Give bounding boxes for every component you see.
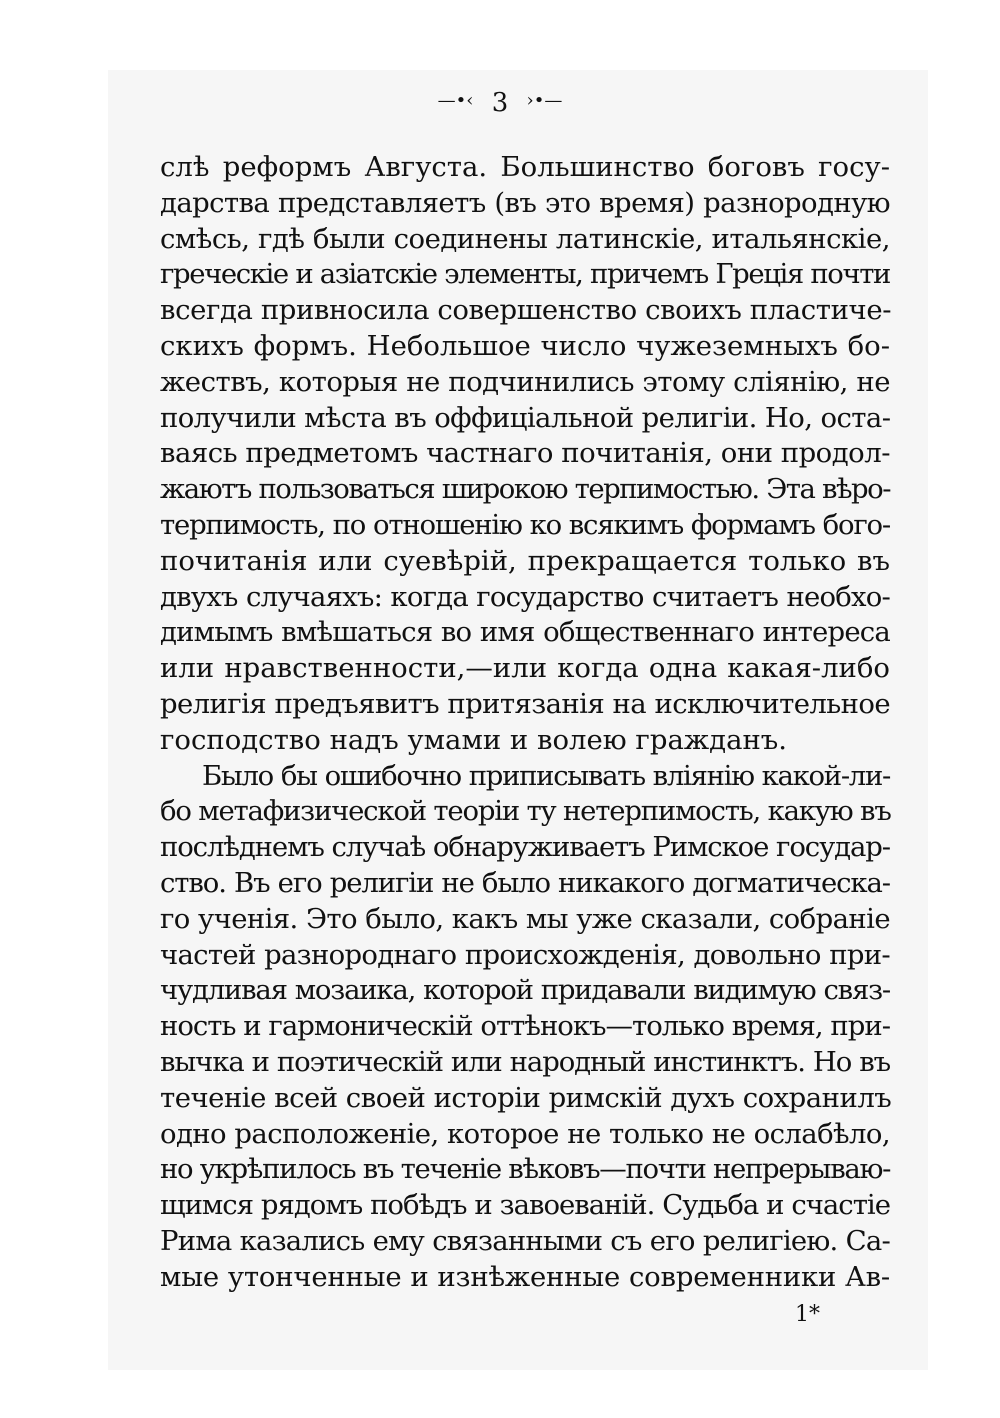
text-line: жаютъ пользоваться широкою терпимостью. Эта вѣро- (160, 473, 890, 506)
text-line: скихъ формъ. Небольшое число чужеземныхъ бо- (160, 329, 890, 362)
text-line: ство. Въ его религіи не было никакого догматическа- (160, 866, 890, 899)
text-line: смѣсь, гдѣ были соединены латинскіе, итальянскіе, (160, 222, 890, 255)
text-line: теченіе всей своей исторіи римскій духъ сохранилъ (160, 1081, 892, 1114)
paragraph-2 (160, 759, 890, 1296)
text-line: всегда привносила совершенство своихъ пластиче- (160, 294, 892, 327)
text-line: получили мѣста въ оффиціальной религіи. Но, оста- (160, 401, 891, 434)
text-line: дарства представляетъ (въ это время) разнородную (160, 186, 890, 219)
text-line: но укрѣпилось въ теченіе вѣковъ—почти непрерываю- (160, 1153, 891, 1186)
text-line: димымъ вмѣшаться во имя общественнаго интереса (160, 616, 890, 649)
text-line: послѣднемъ случаѣ обнаруживаетъ Римское государ- (160, 831, 890, 864)
text-line: одно расположеніе, которое не только не ослабѣло, (160, 1117, 890, 1150)
right-ornament: ›•— (526, 90, 563, 111)
text-line: почитанія или суевѣрій, прекращается только въ (160, 544, 890, 577)
text-line: двухъ случаяхъ: когда государство считаетъ необхо- (160, 580, 890, 613)
text-line: ваясь предметомъ частнаго почитанія, они продол- (160, 437, 890, 470)
text-line: го ученія. Это было, какъ мы уже сказали, собраніе (160, 902, 890, 935)
running-head (0, 88, 1000, 118)
text-line: религія предъявитъ притязанія на исключительное (160, 687, 890, 720)
body-text (160, 150, 890, 1296)
text-line: Рима казались ему связанными съ его религіею. Са- (160, 1224, 890, 1257)
left-ornament: —•‹ (437, 90, 474, 111)
text-line: слѣ реформъ Августа. Большинство боговъ госу- (160, 151, 890, 183)
text-line: мые утонченные и изнѣженные современники Ав- (160, 1260, 890, 1293)
text-line: вычка и поэтическій или народный инстинктъ. Но въ (160, 1045, 890, 1078)
text-line: господство надъ умами и волею гражданъ. (160, 723, 788, 756)
signature-mark: 1* (795, 1302, 820, 1327)
text-line: Было бы ошибочно приписывать вліянію какой-ли- (202, 759, 890, 792)
text-line: чудливая мозаика, которой придавали видимую связ- (160, 974, 890, 1007)
text-line: греческіе и азіатскіе элементы, причемъ Греція почти (160, 258, 890, 291)
text-line: ность и гармоническій оттѣнокъ—только время, при- (160, 1010, 890, 1043)
text-line: щимся рядомъ побѣдъ и завоеваній. Судьба и счастіе (160, 1189, 890, 1222)
text-line: жествъ, которыя не подчинились этому сліянію, не (160, 365, 890, 398)
paragraph-1 (160, 150, 890, 759)
page-number: 3 (491, 88, 509, 118)
text-line: или нравственности,—или когда одна какая-либо (160, 652, 890, 685)
text-line: терпимость, по отношенію ко всякимъ формамъ бого- (160, 508, 890, 541)
text-line: бо метафизической теоріи ту нетерпимость, какую въ (160, 795, 891, 828)
text-line: частей разнороднаго происхожденія, довольно при- (160, 938, 890, 971)
